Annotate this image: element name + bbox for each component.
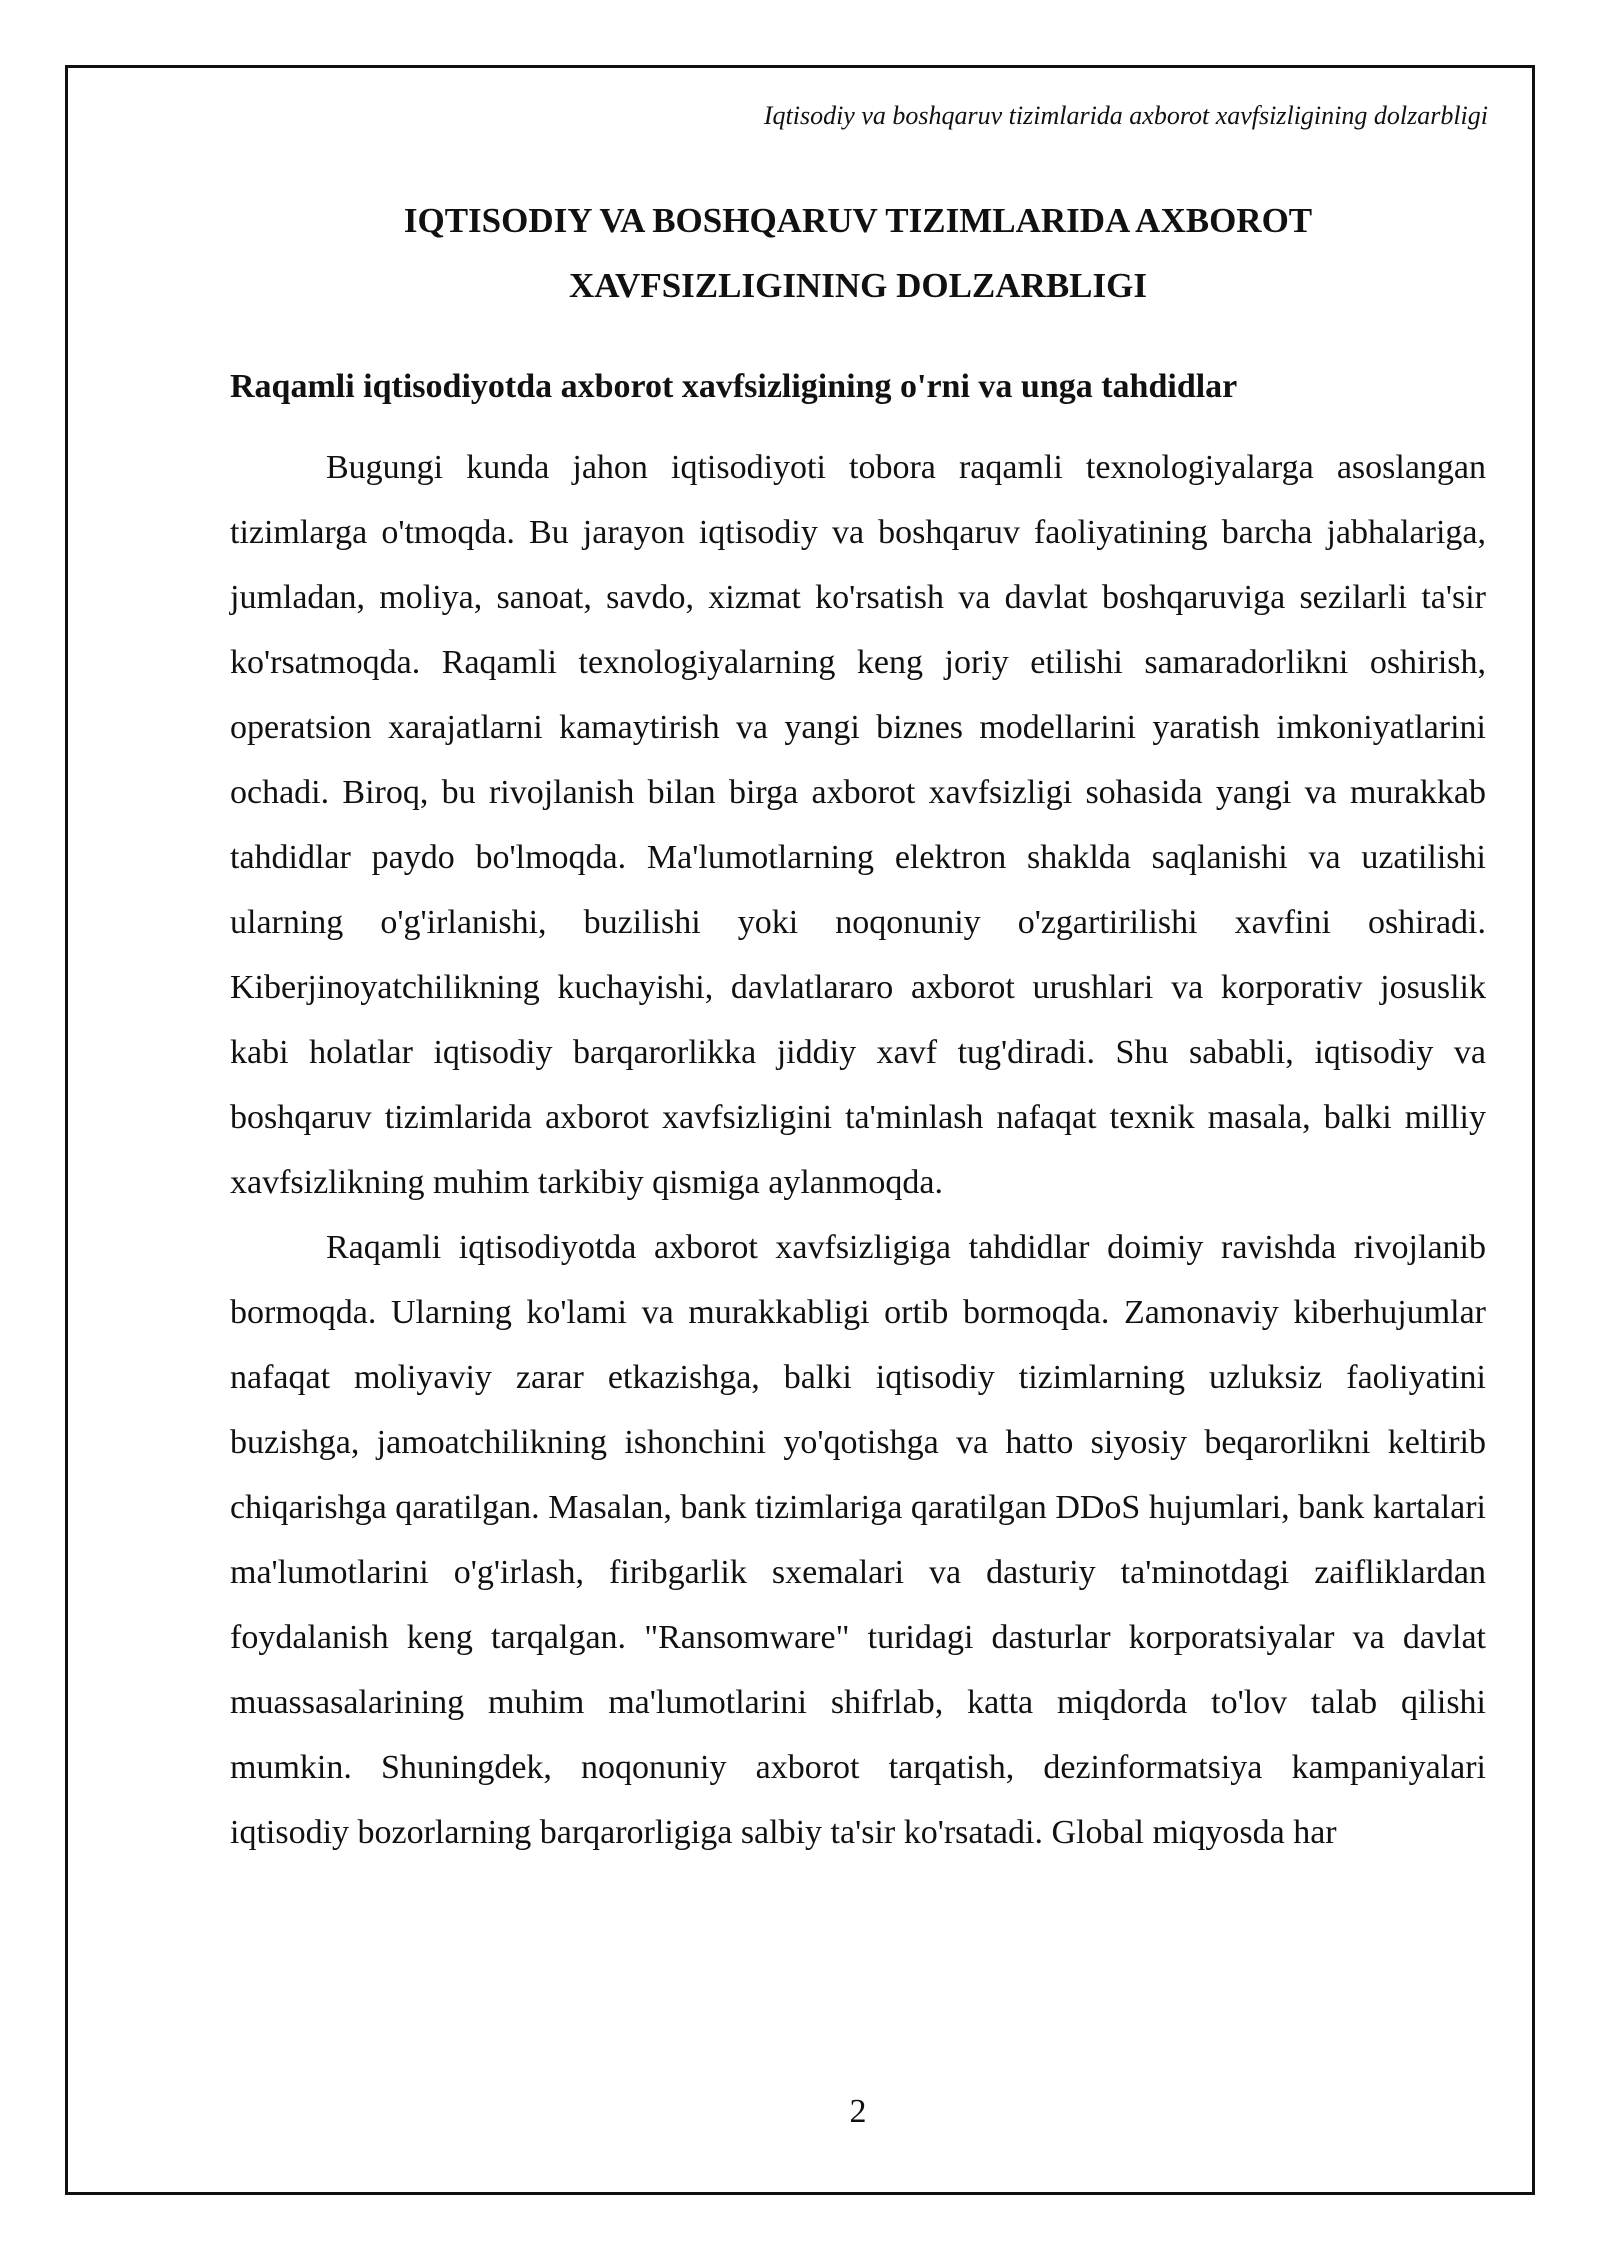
document-title-line-1: IQTISODIY VA BOSHQARUV TIZIMLARIDA AXBOROT	[403, 201, 1313, 240]
document-title	[230, 188, 1486, 318]
document-title-line-2: XAVFSIZLIGINING DOLZARBLIGI	[569, 266, 1147, 305]
paragraph-1: Bugungi kunda jahon iqtisodiyoti tobora raqamli texnologiyalarga asoslangan tizimlarga o'tmoqda. Bu jarayon iqtisodiy va boshqaruv faoliyatining barcha jabhalariga, jumladan, moliya, sanoat, savdo, xizmat ko'rsatish va davlat boshqaruviga sezilarli ta'sir ko'rsatmoqda. Raqamli texnologiyalarning keng joriy etilishi samaradorlikni oshirish, operatsion xarajatlarni kamaytirish va yangi biznes modellarini yaratish imkoniyatlarini ochadi. Biroq, bu rivojlanish bilan birga axborot xavfsizligi sohasida yangi va murakkab tahdidlar paydo bo'lmoqda. Ma'lumotlarning elektron shaklda saqlanishi va uzatilishi ularning o'g'irlanishi, buzilishi yoki noqonuniy o'zgartirilishi xavfini oshiradi. Kiberjinoyatchilikning kuchayishi, davlatlararo axborot urushlari va korporativ josuslik kabi holatlar iqtisodiy barqarorlikka jiddiy xavf tug'diradi. Shu sababli, iqtisodiy va boshqaruv tizimlarida axborot xavfsizligini ta'minlash nafaqat texnik masala, balki milliy xavfsizlikning muhim tarkibiy qismiga aylanmoqda.	[230, 449, 1486, 1201]
section-heading: Raqamli iqtisodiyotda axborot xavfsizligining o'rni va unga tahdidlar	[230, 368, 1238, 405]
paragraph-2: Raqamli iqtisodiyotda axborot xavfsizligiga tahdidlar doimiy ravishda rivojlanib bormoqda. Ularning ko'lami va murakkabligi ortib bormoqda. Zamonaviy kiberhujumlar nafaqat moliyaviy zarar etkazishga, balki iqtisodiy tizimlarning uzluksiz faoliyatini buzishga, jamoatchilikning ishonchini yo'qotishga va hatto siyosiy beqarorlikni keltirib chiqarishga qaratilgan. Masalan, bank tizimlariga qaratilgan DDoS hujumlari, bank kartalari ma'lumotlarini o'g'irlash, firibgarlik sxemalari va dasturiy ta'minotdagi zaifliklardan foydalanish keng tarqalgan. "Ransomware" turidagi dasturlar korporatsiyalar va davlat muassasalarining muhim ma'lumotlarini shifrlab, katta miqdorda to'lov talab qilishi mumkin. Shuningdek, noqonuniy axborot tarqatish, dezinformatsiya kampaniyalari iqtisodiy bozorlarning barqarorligiga salbiy ta'sir ko'rsatadi. Global miqyosda har	[230, 1229, 1486, 1851]
running-header: Iqtisodiy va boshqaruv tizimlarida axborot xavfsizligining dolzarbligi	[763, 101, 1488, 130]
page-number: 2	[849, 2093, 867, 2130]
body-text	[230, 435, 1486, 1865]
